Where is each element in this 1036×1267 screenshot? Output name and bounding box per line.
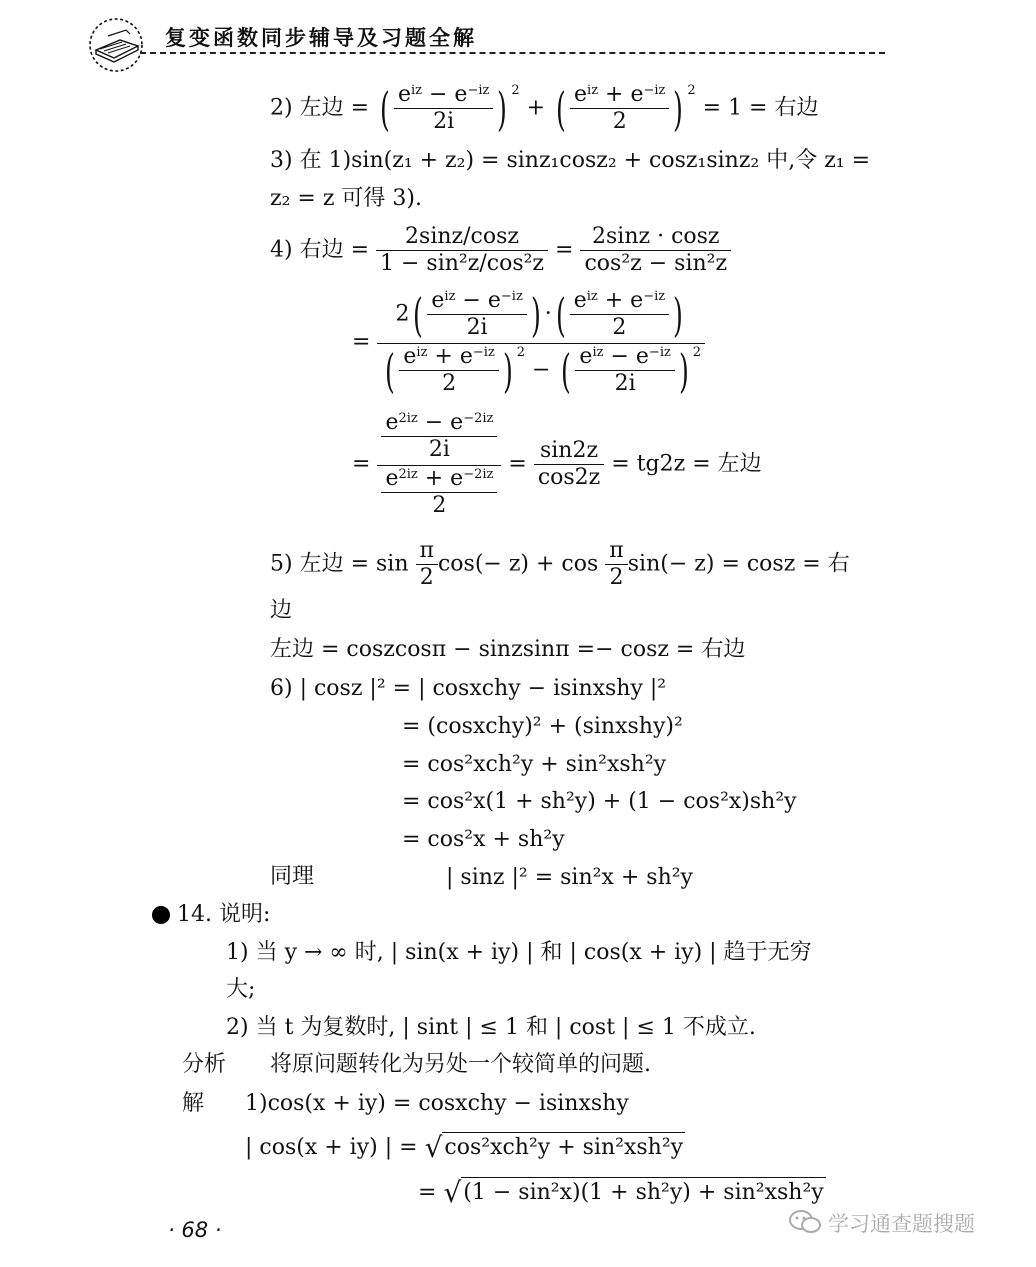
page-header-title: 复变函数同步辅导及习题全解 <box>165 26 477 50</box>
eq4c-compound-fraction <box>377 410 501 519</box>
eq5-two-2: 2 <box>609 565 624 590</box>
eq-line-4 <box>270 224 731 277</box>
eq2-den1: 2i <box>433 109 455 134</box>
sol2-left: | cos(x + iy) | = <box>245 1135 418 1160</box>
eq4c-num-top: $e^{2iz} - e^{-2iz}$ <box>381 410 497 437</box>
eq-line-6b: = (cosxchy)² + (sinxshy)² <box>402 714 683 739</box>
eq2-end: = 1 = 右边 <box>702 95 819 121</box>
eq-line-5b: 左边 = coszcosπ − sinzsinπ =− cosz = 右边 <box>270 637 746 662</box>
eq2-num2: $e^{iz} + e^{-iz}$ <box>570 82 669 109</box>
solution-line-2: | cos(x + iy) | = √cos²xch²y + sin²xsh²y <box>245 1131 684 1164</box>
header-divider <box>140 52 885 54</box>
eq4b-b-den: 2 <box>612 315 627 340</box>
eq4b-big-fraction: 2( $\frac{e^{iz} - e^{-iz}}{2i}$ ) ·( $\frac{e^{iz} + e^{-iz}}{2}$ ) ( $\frac{e^{iz} + e^{-iz}}{2}$ ) $^2$ − ( $\frac{e^{iz} - e^{-iz}}{2i}$ ) $^2$ <box>377 288 705 397</box>
eq5-two-1: 2 <box>419 565 434 590</box>
eq4c-sin2z: sin2z <box>534 438 604 465</box>
q14-item1b: 大; <box>226 977 256 1002</box>
eq-line-6e: = cos²x + sh²y <box>402 827 565 852</box>
eq4b-minus: − <box>532 357 551 383</box>
eq4b-dot: · <box>544 301 552 327</box>
eq4c-end: = tg2z = 左边 <box>611 451 762 477</box>
eq4b-eq: = <box>352 329 371 355</box>
eq4-num2: 2sinz · cosz <box>580 224 731 251</box>
eq-line-6c: = cos²xch²y + sin²xsh²y <box>402 752 667 777</box>
eq2-prefix: 2) 左边 = <box>270 95 370 121</box>
eq4b-a-num: $e^{iz} - e^{-iz}$ <box>427 288 526 315</box>
eq2-num1: $e^{iz} - e^{-iz}$ <box>394 82 493 109</box>
eq4b-c-num: $e^{iz} + e^{-iz}$ <box>399 344 498 371</box>
eq-line-5-wrap: 边 <box>270 598 293 623</box>
analysis-text: 将原问题转化为另处一个较简单的问题. <box>270 1052 651 1077</box>
eq-line-4c <box>352 410 762 519</box>
eq5-pi-2: π <box>605 538 627 565</box>
same-eq: | sinz |² = sin²x + sh²y <box>446 865 693 890</box>
eq4-den2: cos²z − sin²z <box>584 251 728 276</box>
eq4c-den-bot: 2 <box>432 493 447 518</box>
same-label: 同理 <box>270 864 315 889</box>
book-icon <box>86 16 148 74</box>
eq5-a: 5) 左边 = sin <box>270 551 409 577</box>
sol3-left: = <box>418 1180 437 1205</box>
eq-line-3b: z₂ = z 可得 3). <box>270 186 422 211</box>
bullet-icon <box>152 906 170 924</box>
solution-label: 解 <box>182 1091 205 1116</box>
eq4b-a-den: 2i <box>466 315 488 340</box>
sol3-radicand: (1 − sin²x)(1 + sh²y) + sin²xsh²y <box>461 1177 825 1206</box>
question-14-label: 14. 说明: <box>177 902 271 927</box>
eq5-b: cos(− z) + cos <box>437 551 599 577</box>
eq5-c: sin(− z) = cosz = 右 <box>627 551 850 577</box>
eq4c-num-bot: 2i <box>428 437 450 462</box>
eq2-plus: + <box>526 95 546 121</box>
eq4b-coef: 2 <box>395 301 410 327</box>
eq4b-c-den: 2 <box>442 371 457 396</box>
eq4-eq: = <box>555 237 574 263</box>
solution-line-1: 1)cos(x + iy) = cosxchy − isinxshy <box>245 1091 629 1116</box>
eq2-den2: 2 <box>612 109 627 134</box>
eq4c-den-top: $e^{2iz} + e^{-2iz}$ <box>381 466 497 493</box>
eq4b-b-num: $e^{iz} + e^{-iz}$ <box>570 288 669 315</box>
eq-line-6d: = cos²x(1 + sh²y) + (1 − cos²x)sh²y <box>402 789 797 814</box>
eq4c-eq2: = <box>508 451 527 477</box>
eq4b-e-den: 2i <box>614 371 636 396</box>
eq4-den1: 1 − sin²z/cos²z <box>380 251 545 276</box>
eq4c-cos2z: cos2z <box>537 465 601 490</box>
eq4-num1: 2sinz/cosz <box>376 224 548 251</box>
q14-item2: 2) 当 t 为复数时, | sint | ≤ 1 和 | cost | ≤ 1 不成立. <box>226 1015 756 1040</box>
eq4b-e-num: $e^{iz} - e^{-iz}$ <box>575 344 674 371</box>
eq-line-6a: 6) | cosz |² = | cosxchy − isinxshy |² <box>270 676 667 701</box>
sol2-radicand: cos²xch²y + sin²xsh²y <box>442 1132 685 1161</box>
eq4c-eq: = <box>352 451 371 477</box>
solution-line-3: = √(1 − sin²x)(1 + sh²y) + sin²xsh²y <box>418 1176 824 1209</box>
wechat-icon <box>788 1208 822 1236</box>
analysis-label: 分析 <box>182 1052 227 1077</box>
eq-line-3a: 3) 在 1)sin(z₁ + z₂) = sinz₁cosz₂ + cosz₁sinz₂ 中,令 z₁ = <box>270 148 871 173</box>
eq-line-2: 2) 左边 = ( $\frac{e^{iz} - e^{-iz}}{2i}$ ) $^2$ + ( $\frac{e^{iz} + e^{-iz}}{2}$ ) $^2$ = 1 = 右边 <box>270 81 819 136</box>
eq-line-5 <box>270 538 850 591</box>
watermark-text: 学习通查题搜题 <box>828 1212 975 1236</box>
eq-line-4b <box>352 288 705 397</box>
page-number: · 68 · <box>168 1218 222 1242</box>
eq4-prefix: 4) 右边 = <box>270 237 370 263</box>
q14-item1a: 1) 当 y → ∞ 时, | sin(x + iy) | 和 | cos(x + iy) | 趋于无穷 <box>226 940 812 965</box>
question-14 <box>152 902 270 928</box>
eq5-pi-1: π <box>416 538 438 565</box>
